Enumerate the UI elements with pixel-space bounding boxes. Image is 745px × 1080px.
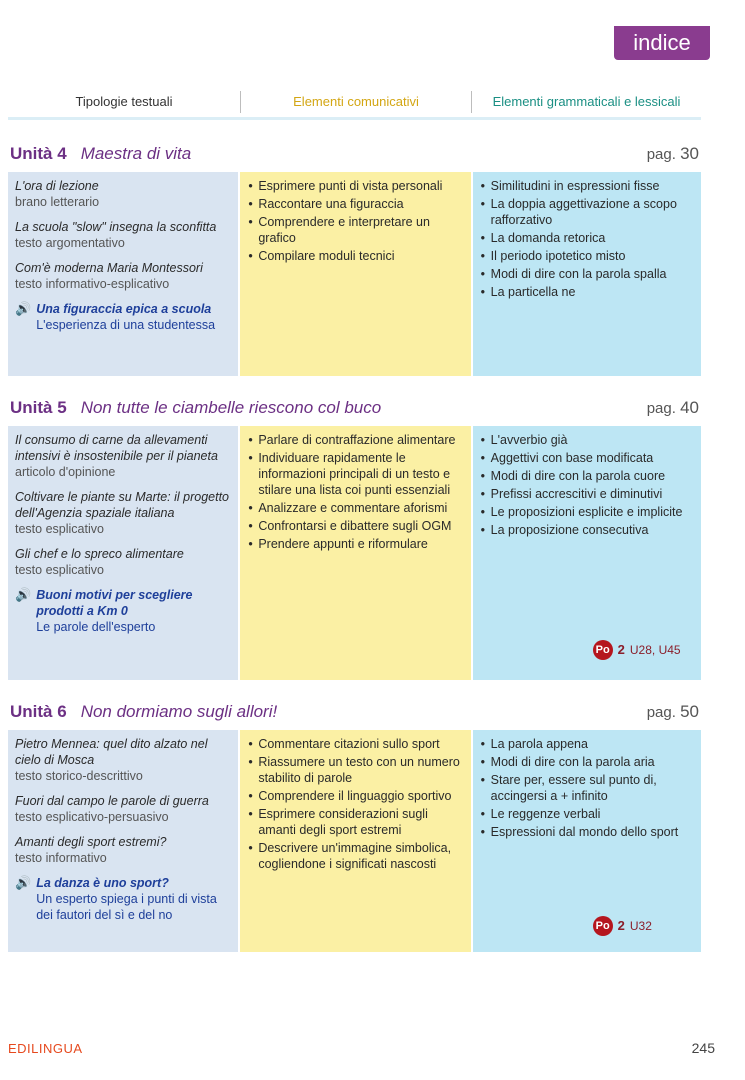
unit-page-ref	[647, 144, 699, 164]
list-item: • Commentare citazioni sullo sport	[247, 736, 464, 752]
text-title: Il consumo di carne da allevamenti intensivi è insostenibile per il pianeta	[15, 433, 218, 463]
speaker-icon: 🔊	[15, 875, 32, 890]
text-title: Pietro Mennea: quel dito alzato nel cielo di Mosca	[15, 737, 208, 767]
text-type: testo argomentativo	[15, 236, 125, 250]
communicative-column	[240, 172, 470, 376]
list-item: • La particella ne	[480, 284, 695, 300]
unit-page-ref	[647, 702, 699, 722]
audio-title: Buoni motivi per scegliere prodotti a Km 0	[36, 588, 193, 618]
text-type: testo storico-descrittivo	[15, 769, 143, 783]
po-reference	[593, 640, 681, 660]
page-number: 50	[680, 702, 699, 721]
text-type: testo esplicativo-persuasivo	[15, 810, 169, 824]
text-type: testo esplicativo	[15, 563, 104, 577]
list-item: • Prendere appunti e riformulare	[247, 536, 464, 552]
list-item: • Raccontare una figuraccia	[247, 196, 464, 212]
text-type: testo informativo	[15, 851, 107, 865]
po-volume: 2	[617, 918, 625, 933]
text-title: La scuola "slow" insegna la sconfitta	[15, 220, 217, 234]
publisher-logo: EDILINGUA	[8, 1041, 83, 1056]
list-item: • Le reggenze verbali	[480, 806, 695, 822]
list-item: • Modi di dire con la parola cuore	[480, 468, 695, 484]
unit-grid	[8, 426, 701, 680]
list-item: • Stare per, essere sul punto di, accingersi a + infinito	[480, 772, 695, 804]
unit-grid	[8, 730, 701, 952]
list-item: • Esprimere considerazioni sugli amanti degli sport estremi	[247, 806, 464, 838]
audio-item	[15, 587, 232, 635]
list-item: • Espressioni dal mondo dello sport	[480, 824, 695, 840]
unit-5-section	[8, 392, 701, 680]
list-item: • L'avverbio già	[480, 432, 695, 448]
unit-name: Maestra di vita	[80, 144, 192, 163]
po-codes: U28, U45	[629, 643, 681, 657]
list-item: • Compilare moduli tecnici	[247, 248, 464, 264]
audio-description: Un esperto spiega i punti di vista dei fautori del sì e del no	[36, 892, 217, 922]
speaker-icon: 🔊	[15, 301, 32, 316]
text-types-column	[8, 426, 238, 680]
text-types-column	[8, 730, 238, 952]
list-item: • Modi di dire con la parola spalla	[480, 266, 695, 282]
list-item: • Individuare rapidamente le informazioni principali di un testo e stilare una lista coi punti essenziali	[247, 450, 464, 498]
text-item	[15, 736, 232, 784]
text-item	[15, 260, 232, 292]
unit-name: Non dormiamo sugli allori!	[80, 702, 278, 721]
grammar-column	[473, 172, 701, 376]
text-item	[15, 432, 232, 480]
list-item: • Descrivere un'immagine simbolica, cogliendone i significati nascosti	[247, 840, 464, 872]
unit-page-ref	[647, 398, 699, 418]
speaker-icon: 🔊	[15, 587, 32, 602]
list-item: • Modi di dire con la parola aria	[480, 754, 695, 770]
text-title: L'ora di lezione	[15, 179, 99, 193]
po-volume: 2	[617, 642, 625, 657]
unit-label: Unità 4	[10, 144, 67, 163]
audio-item	[15, 301, 232, 333]
grammar-column	[473, 426, 701, 680]
text-item	[15, 793, 232, 825]
unit-grid	[8, 172, 701, 376]
text-type: testo informativo-esplicativo	[15, 277, 170, 291]
audio-description: L'esperienza di una studentessa	[36, 318, 216, 332]
text-title: Coltivare le piante su Marte: il progetto dell'Agenzia spaziale italiana	[15, 490, 229, 520]
list-item: • Confrontarsi e dibattere sugli OGM	[247, 518, 464, 534]
unit-4-section	[8, 138, 701, 376]
list-item: • Le proposizioni esplicite e implicite	[480, 504, 695, 520]
list-item: • La parola appena	[480, 736, 695, 752]
unit-label: Unità 5	[10, 398, 67, 417]
unit-title	[10, 398, 381, 418]
page-label: pag.	[646, 400, 676, 417]
list-item: • Aggettivi con base modificata	[480, 450, 695, 466]
list-item: • Riassumere un testo con un numero stabilito di parole	[247, 754, 464, 786]
po-badge-icon: Po	[593, 916, 613, 936]
index-tab: indice	[614, 26, 710, 60]
po-reference	[593, 916, 652, 936]
text-title: Fuori dal campo le parole di guerra	[15, 794, 209, 808]
text-item	[15, 489, 232, 537]
list-item: • La doppia aggettivazione a scopo rafforzativo	[480, 196, 695, 228]
list-item: • Esprimere punti di vista personali	[247, 178, 464, 194]
text-item	[15, 178, 232, 210]
column-header-communicative: Elementi comunicativi	[240, 91, 471, 113]
page-number: 40	[680, 398, 699, 417]
text-type: articolo d'opinione	[15, 465, 116, 479]
unit-name: Non tutte le ciambelle riescono col buco	[80, 398, 382, 417]
list-item: • Prefissi accrescitivi e diminutivi	[480, 486, 695, 502]
text-title: Com'è moderna Maria Montessori	[15, 261, 203, 275]
page-number: 30	[680, 144, 699, 163]
column-header-grammar: Elementi grammaticali e lessicali	[471, 91, 701, 113]
list-item: • Comprendere il linguaggio sportivo	[247, 788, 464, 804]
list-item: • Parlare di contraffazione alimentare	[247, 432, 464, 448]
page-label: pag.	[646, 704, 676, 721]
column-header-text-types: Tipologie testuali	[75, 93, 173, 109]
unit-title	[10, 702, 277, 722]
text-item	[15, 834, 232, 866]
page-number-footer: 245	[691, 1040, 715, 1056]
list-item: • La proposizione consecutiva	[480, 522, 695, 538]
unit-header	[8, 138, 701, 170]
audio-title: La danza è uno sport?	[36, 876, 169, 890]
audio-title: Una figuraccia epica a scuola	[36, 302, 212, 316]
text-title: Gli chef e lo spreco alimentare	[15, 547, 184, 561]
page-label: pag.	[646, 146, 676, 163]
text-type: brano letterario	[15, 195, 100, 209]
text-types-column	[8, 172, 238, 376]
text-title: Amanti degli sport estremi?	[15, 835, 167, 849]
list-item: • Il periodo ipotetico misto	[480, 248, 695, 264]
unit-header	[8, 392, 701, 424]
list-item: • Analizzare e commentare aforismi	[247, 500, 464, 516]
communicative-column	[240, 730, 470, 952]
audio-description: Le parole dell'esperto	[36, 620, 156, 634]
unit-6-section	[8, 696, 701, 952]
text-item	[15, 546, 232, 578]
po-codes: U32	[629, 919, 652, 933]
unit-label: Unità 6	[10, 702, 67, 721]
grammar-column	[473, 730, 701, 952]
communicative-column	[240, 426, 470, 680]
column-headers	[8, 86, 701, 120]
unit-header	[8, 696, 701, 728]
po-badge-icon: Po	[593, 640, 613, 660]
list-item: • Comprendere e interpretare un grafico	[247, 214, 464, 246]
audio-item	[15, 875, 232, 923]
list-item: • La domanda retorica	[480, 230, 695, 246]
list-item: • Similitudini in espressioni fisse	[480, 178, 695, 194]
unit-title	[10, 144, 191, 164]
text-item	[15, 219, 232, 251]
text-type: testo esplicativo	[15, 522, 104, 536]
